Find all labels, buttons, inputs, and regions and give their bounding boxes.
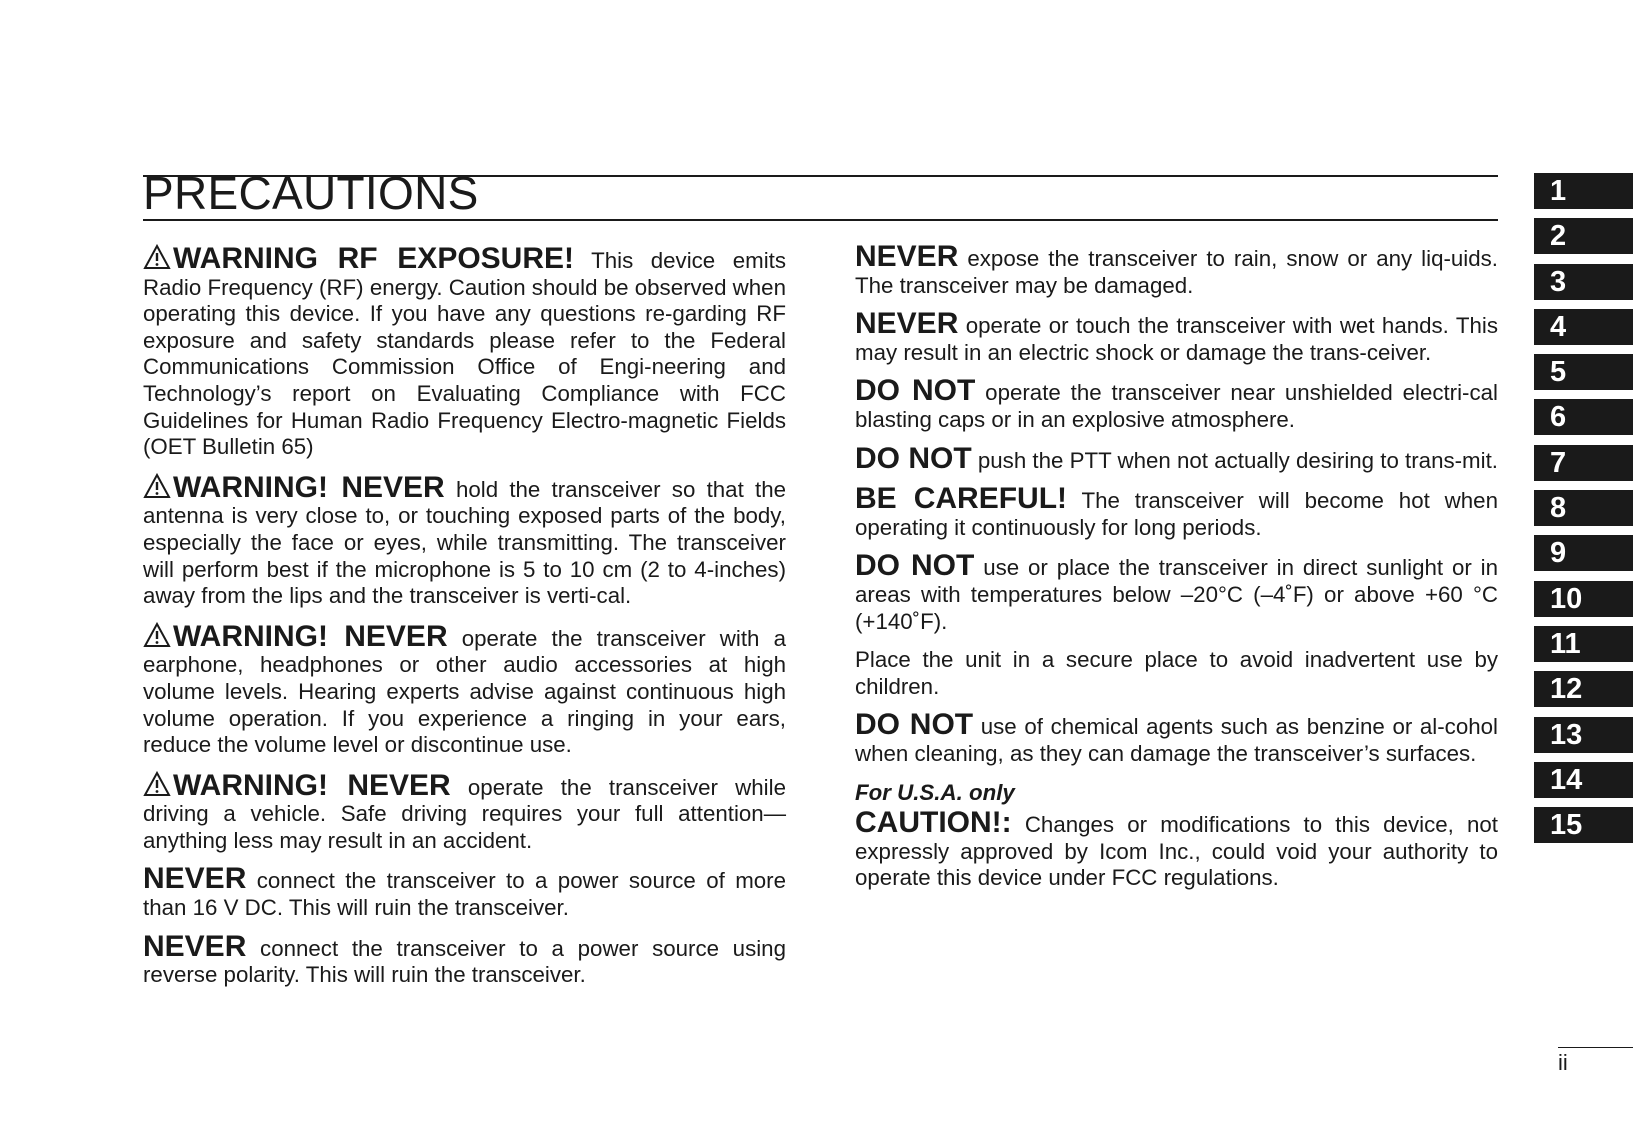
precaution-text: operate the transceiver while driving a vehicle. Safe driving requires your full attention—anything less may result in an accident. [143, 774, 786, 853]
section-tab-7[interactable]: 7 [1534, 445, 1633, 481]
page-number: ii [1558, 1050, 1568, 1075]
page-number-rule [1558, 1047, 1633, 1048]
warning-triangle-icon [143, 622, 171, 648]
precaution-text: Place the unit in a secure place to avoid inadvertent use by children. [855, 647, 1498, 699]
do-not-keyword: DO NOT [855, 441, 972, 475]
never-keyword: NEVER [143, 862, 247, 896]
section-tab-5[interactable]: 5 [1534, 354, 1633, 390]
precaution-text: use or place the transceiver in direct sunlight or in areas with temperatures below –20°C (–4˚F) or above +60 °C (+140˚F). [855, 555, 1498, 634]
precaution-item [855, 647, 1498, 700]
caution-text: Changes or modifications to this device, not expressly approved by Icom Inc., could void your authority to operate this device under FCC regulations. [855, 812, 1498, 891]
warning-triangle-icon [143, 244, 171, 270]
warning-keyword: WARNING RF EXPOSURE! [173, 242, 574, 275]
precaution-item [143, 929, 786, 989]
do-not-keyword: DO NOT [855, 549, 975, 583]
never-keyword: NEVER [855, 307, 959, 341]
section-tab-1[interactable]: 1 [1534, 173, 1633, 209]
precaution-item [143, 470, 786, 610]
be-careful-keyword: BE CAREFUL! [855, 482, 1068, 516]
precaution-text: operate the transceiver near unshielded electri-cal blasting caps or in an explosive atmosphere. [855, 380, 1498, 432]
warning-keyword: WARNING! NEVER [173, 619, 448, 653]
precaution-item [855, 374, 1498, 433]
section-tab-3[interactable]: 3 [1534, 264, 1633, 300]
precaution-text: connect the transceiver to a power source using reverse polarity. This will ruin the transceiver. [143, 935, 786, 988]
precaution-text: The transceiver will become hot when operating it continuously for long periods. [855, 488, 1498, 540]
never-keyword: NEVER [143, 929, 247, 963]
section-tab-9[interactable]: 9 [1534, 535, 1633, 571]
section-tab-11[interactable]: 11 [1534, 626, 1633, 662]
right-column [855, 240, 1498, 904]
precaution-item [855, 441, 1498, 475]
page-title: PRECAUTIONS [143, 167, 479, 219]
precaution-item [143, 862, 786, 921]
section-tab-14[interactable]: 14 [1534, 762, 1633, 798]
precaution-item [143, 244, 786, 461]
warning-keyword: WARNING! NEVER [173, 768, 451, 802]
section-tab-2[interactable]: 2 [1534, 218, 1633, 254]
precaution-item [855, 482, 1498, 541]
section-tab-6[interactable]: 6 [1534, 399, 1633, 435]
section-tab-10[interactable]: 10 [1534, 581, 1633, 617]
precaution-text: connect the transceiver to a power source of more than 16 V DC. This will ruin the transceiver. [143, 868, 786, 921]
do-not-keyword: DO NOT [855, 708, 974, 742]
do-not-keyword: DO NOT [855, 374, 976, 408]
precaution-item [143, 619, 786, 759]
section-tab-13[interactable]: 13 [1534, 717, 1633, 753]
usa-only-heading: For U.S.A. only [855, 779, 1015, 805]
precaution-text: This device emits Radio Frequency (RF) energy. Caution should be observed when operating this device. If you have any questions re-garding RF exposure and safety standards please refer to the Federal Communications Commission Office of Engi-neering and Technology’s report on Evaluating Compliance with FCC Guidelines for Human Radio Frequency Electro-magnetic Fields (OET Bulletin 65) [143, 248, 786, 460]
section-tab-8[interactable]: 8 [1534, 490, 1633, 526]
warning-keyword: WARNING! NEVER [173, 470, 445, 504]
precaution-text: use of chemical agents such as benzine or al-cohol when cleaning, as they can damage the transceiver’s surfaces. [855, 714, 1498, 766]
precaution-item [855, 549, 1498, 635]
precaution-item [855, 240, 1498, 299]
section-tab-15[interactable]: 15 [1534, 807, 1633, 843]
precaution-text: operate the transceiver with a earphone, headphones or other audio accessories at high volume levels. Hearing experts advise against continuous high volume operation. If you experience a ringing in your ears, reduce the volume level or discontinue use. [143, 625, 786, 758]
precaution-text: operate or touch the transceiver with wet hands. This may result in an electric shock or damage the trans-ceiver. [855, 313, 1498, 365]
left-column [143, 244, 786, 1001]
never-keyword: NEVER [855, 240, 959, 273]
precaution-item [143, 768, 786, 855]
precaution-text: expose the transceiver to rain, snow or any liq-uids. The transceiver may be damaged. [855, 246, 1498, 298]
title-bottom-rule [143, 219, 1498, 221]
precaution-item [855, 708, 1498, 767]
section-tab-12[interactable]: 12 [1534, 671, 1633, 707]
section-tabs [1534, 173, 1633, 852]
precaution-text: hold the transceiver so that the antenna is very close to, or touching exposed parts of the body, especially the face or eyes, while transmitting. The transceiver will perform best if the microphone is 5 to 10 cm (2 to 4-inches) away from the lips and the transceiver is verti-cal. [143, 476, 786, 609]
warning-triangle-icon [143, 771, 171, 797]
precaution-text: push the PTT when not actually desiring to trans-mit. [971, 447, 1498, 473]
precaution-item [855, 307, 1498, 366]
warning-triangle-icon [143, 473, 171, 499]
section-tab-4[interactable]: 4 [1534, 309, 1633, 345]
caution-item [855, 806, 1498, 892]
caution-keyword: CAUTION!: [855, 806, 1012, 840]
